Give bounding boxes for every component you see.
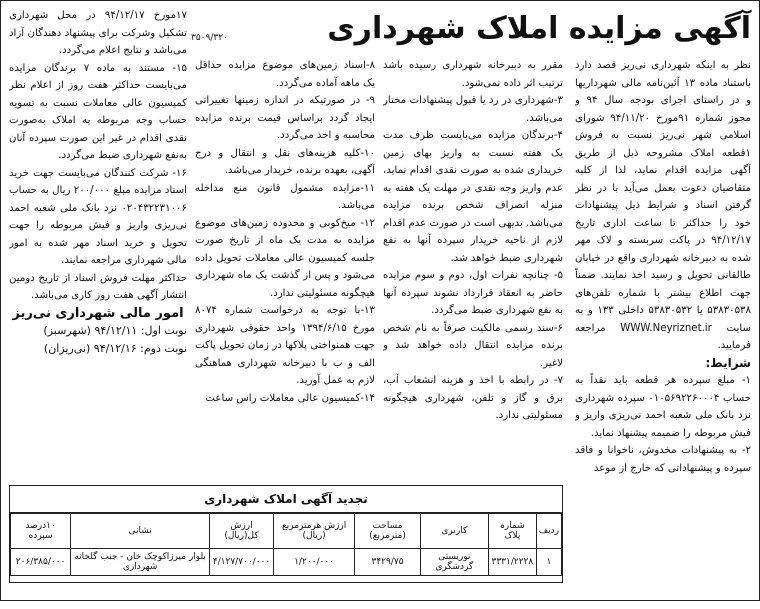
cell-price-per-m2: ۱/۲۰۰/۰۰۰: [273, 549, 354, 576]
ad-code: ۳۵۰۹/۳۲۰: [191, 33, 228, 43]
renewal-title: تجدید آگهی املاک شهرداری: [10, 486, 562, 513]
condition-11: ۱۱-مزایده مشمول قانون منع مداخله می‌باشد.: [195, 182, 375, 211]
cell-address: بلوار میرزاکوچک خان - جنب گلخانه شهرداری: [71, 549, 210, 576]
header: [191, 7, 751, 55]
renewal-table-box: [9, 485, 563, 583]
condition-15: ۱۵- مستند به ماده ۷ برندگان مزایده می‌بایست حداکثر هفت روز از اعلام نظر کمیسیون عالی معاملات نسبت به تسویه حساب وجه مربوطه به املاک به‌صورت نقدی اقدام در غیر این صورت سپرده آنان به‌نفع شهرداری ضبط می‌گردد.: [9, 62, 187, 161]
column-3: [195, 57, 375, 485]
publish-second: نوبت دوم: ۹۴/۱۲/۱۶ (نی‌ریزان): [43, 342, 187, 355]
conditions-heading: شرایط:: [705, 355, 751, 370]
header-area: مساحت (مترمربع): [355, 514, 420, 549]
header-row-no: ردیف: [536, 514, 561, 549]
cell-plaque: ۳۳۳۱/۲۲۲۸: [488, 549, 536, 576]
condition-4: ۴-برندگان مزایده می‌بایست ظرف مدت یک هفته نسبت به واریز بهای زمین خریداری شده به صورت نقدی اقدام نماید، عدم واریز وجه نقدی در مهلت یک هفته به منزله انصراف شخص برنده مزایده می‌باشد. بدیهی است در صورت عدم اقدام لازم از ناحیه خریدار سپرده آنها به نفع شهرداری ضبط خواهد شد.: [383, 130, 563, 264]
ad-title: آگهی مزایده املاک شهرداری: [327, 11, 751, 46]
deadline-note: حداکثر مهلت فروش اسناد از تاریخ دومین انتشار آگهی هفت روز کاری می‌باشد.: [9, 272, 187, 301]
condition-5: ۵- چنانچه نفرات اول، دوم و سوم مزایده حاضر به انعقاد قرارداد نشوند سپرده آنها به نفع شهرداری ضبط می‌گردد.: [383, 270, 563, 316]
condition-13: ۱۳-با توجه به درخواست شماره ۸۰۷۴ مورخ ۱۳۹۴/۶/۱۵ واحد حقوقی شهرداری جهت همنواختی پلاکها در زمان تحویل پاکت الف و ب با دبیرخانه شهرداری هماهنگی لازم به عمل آورید.: [195, 305, 375, 386]
header-plaque: شماره پلاک: [488, 514, 536, 549]
condition-9: ۹- در صورتیکه در اندازه زمینها تغییراتی ایجاد گردد براساس قیمت برنده مزایده محاسبه و اخذ می‌گردد.: [195, 95, 375, 141]
column-2: [383, 57, 563, 485]
condition-16: ۱۶- شرکت کنندگان می‌بایست جهت خرید اسناد مزایده مبلغ ۲۰۰/۰۰۰ ریال به حساب ۰۲۰۴۳۲۲۳۱۰۰۶ نزد بانک ملی شعبه احمد نی‌ریزی واریز و فیش مربوطه را جهت تحویل و خرید اسناد مهر شده به امور مالی شهرداری مراجعه نمایند.: [9, 167, 187, 266]
header-price-per-m2: ارزش هرمترمربع (ریال): [273, 514, 354, 549]
condition-12: ۱۲- میخ‌کوبی و محدوده زمین‌های موضوع مزایده به مدت یک ماه از تاریخ صورت جلسه کمیسیون عالی معاملات تحویل داده می‌شود و پس از گذشت یک ماه شهرداری هیچگونه مسئولیتی ندارد.: [195, 217, 375, 299]
header-address: نشانی: [71, 514, 210, 549]
column-4: [9, 7, 187, 427]
property-table: [10, 513, 562, 576]
header-deposit: ۱۰درصد سپرده: [11, 514, 71, 549]
header-usage: کاربری: [420, 514, 488, 549]
table-row: [11, 549, 562, 576]
condition-3: ۳-شهرداری در رد یا قبول پیشنهادات مختار می‌باشد.: [383, 95, 563, 124]
condition-7: ۷- در رابطه با اخذ و هزینه انشعاب آب، برق و گاز و تلفن، شهرداری هیچگونه مسئولیتی ندارد.: [383, 375, 563, 421]
cell-row-no: ۱: [536, 549, 561, 576]
column-1: [575, 57, 751, 609]
condition-1: ۱- مبلغ سپرده هر قطعه باید نقداً به حساب ۰۱۰۵۶۹۲۲۶۰۰۰۴ سپرده شهرداری نزد بانک ملی شعبه احمد نی‌ریزی واریز و فیش مربوطه را ضمیمه پیشنهاد نماید.: [575, 375, 751, 439]
header-total-value: ارزش کل(ریال): [210, 514, 274, 549]
condition-14-cont: ۱۷مورخ ۹۴/۱۲/۱۷ در محل شهرداری تشکیل وشرکت برای پیشنهاد دهندگان آزاد می‌باشد و نتایج اعلام می‌گردد.: [9, 10, 187, 56]
cell-deposit: ۲۰۶/۳۸۵/۰۰۰: [11, 549, 71, 576]
intro-paragraph: نظر به اینکه شهرداری نی‌ریز قصد دارد باستناد ماده ۱۳ آئین‌نامه مالی شهرداریها و در راستای اجرای بودجه سال ۹۴ و مجوز شماره ۹۱مورخ ۹۴/۱۱/۲۰ شورای اسلامی شهر نی‌ریز نسبت به فروش ۱قطعه املاک مشروحه ذیل از طریق آگهی مزایده اقدام نماید، لذا از کلیه متقاضیان دعوت بعمل می‌آید با در نظر گرفتن اسناد و شرایط ذیل پیشنهادات خود را حداکثر تا ساعت اداری تاریخ ۹۴/۱۲/۱۷ در پاکت سربسته و لاک مهر شده به دبیرخانه شهرداری واقع در خیابان طالقانی تحویل و رسید اخذ نمایند. ضمناً جهت اطلاع بیشتر با شماره تلفن‌های ۵۳۸۳۰۵۳۸ یا ۵۳۸۳۰۵۳۲ داخلی ۱۳۳ و به سایت WWW.Neyriznet.ir مراجعه فرمایید.: [575, 60, 751, 351]
condition-6: ۶-سند رسمی مالکیت صرفاً به نام شخص برنده مزایده انتقال داده خواهد شد و لاغیر.: [383, 322, 563, 369]
condition-14: ۱۴-کمیسیون عالی معاملات راس ساعت: [205, 392, 375, 404]
cell-area: ۳۴۲۹/۷۵: [355, 549, 420, 576]
condition-2: ۲- به پیشنهادات مخدوش، ناخوانا و فاقد سپرده و پیشنهاداتی که خارج از موعد: [575, 445, 751, 474]
cell-total-value: ۴/۱۲۷/۷۰۰/۰۰۰: [210, 549, 274, 576]
cell-usage: توریستی گردشگری: [420, 549, 488, 576]
condition-2-cont: مقرر به دبیرخانه شهرداری رسیده باشد ترتیب اثر داده نمی‌شود.: [383, 60, 563, 89]
condition-10: ۱۰-کلیه هزینه‌های نقل و انتقال و درج آگهی، بعهده برنده، خریدار می‌باشد.: [195, 147, 375, 176]
signature: امور مالی شهرداری نی‌ریز: [12, 305, 184, 321]
publish-first: نوبت اول: ۹۴/۱۲/۱۱ (شهرسبز): [43, 324, 187, 337]
condition-8: ۸-اسناد زمین‌های موضوع مزایده حداقل یک ماهه آماده می‌گردد.: [195, 60, 375, 89]
table-header-row: [11, 514, 562, 549]
